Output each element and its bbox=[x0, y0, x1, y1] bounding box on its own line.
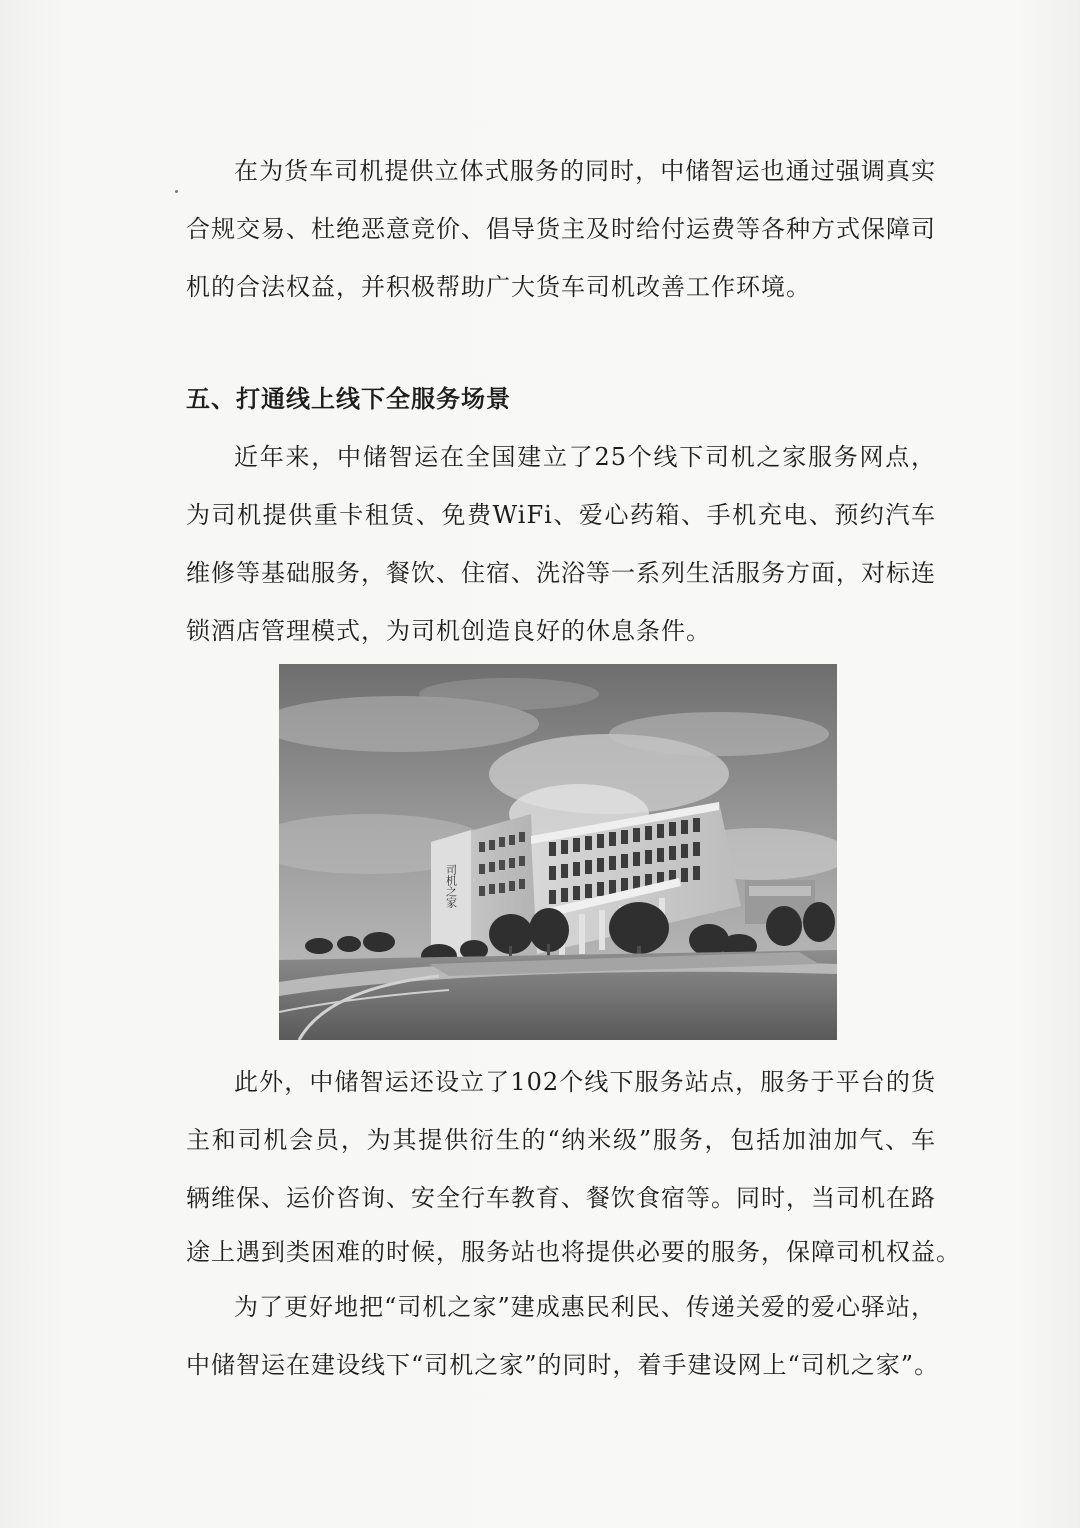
building-sign: 司机之家 bbox=[444, 864, 458, 908]
section-5-heading: 五、打通线上线下全服务场景 bbox=[186, 385, 511, 413]
scan-speck bbox=[175, 190, 178, 193]
paragraph-2-line-2: 为司机提供重卡租赁、免费WiFi、爱心药箱、手机充电、预约汽车 bbox=[186, 501, 936, 529]
paragraph-3-line-2: 主和司机会员，为其提供衍生的“纳米级”服务，包括加油加气、车 bbox=[186, 1126, 936, 1154]
paragraph-4-line-1: 为了更好地把“司机之家”建成惠民利民、传递关爱的爱心驿站， bbox=[234, 1293, 936, 1321]
paragraph-1-line-3: 机的合法权益，并积极帮助广大货车司机改善工作环境。 bbox=[186, 273, 811, 301]
paragraph-3-line-3: 辆维保、运价咨询、安全行车教育、餐饮食宿等。同时，当司机在路 bbox=[186, 1184, 936, 1212]
building-photo bbox=[279, 664, 837, 1040]
paragraph-4-line-2: 中储智运在建设线下“司机之家”的同时，着手建设网上“司机之家”。 bbox=[186, 1351, 940, 1379]
paragraph-3-line-1: 此外，中储智运还设立了102个线下服务站点，服务于平台的货 bbox=[234, 1068, 936, 1096]
paragraph-2-line-4: 锁酒店管理模式，为司机创造良好的休息条件。 bbox=[186, 617, 711, 645]
paragraph-3-line-4: 途上遇到类困难的时候，服务站也将提供必要的服务，保障司机权益。 bbox=[186, 1238, 961, 1266]
paragraph-2-line-1: 近年来，中储智运在全国建立了25个线下司机之家服务网点， bbox=[234, 443, 936, 471]
paragraph-2-line-3: 维修等基础服务，餐饮、住宿、洗浴等一系列生活服务方面，对标连 bbox=[186, 559, 936, 587]
paragraph-1-line-1: 在为货车司机提供立体式服务的同时，中储智运也通过强调真实 bbox=[234, 157, 936, 185]
paragraph-1-line-2: 合规交易、杜绝恶意竞价、倡导货主及时给付运费等各种方式保障司 bbox=[186, 215, 936, 243]
